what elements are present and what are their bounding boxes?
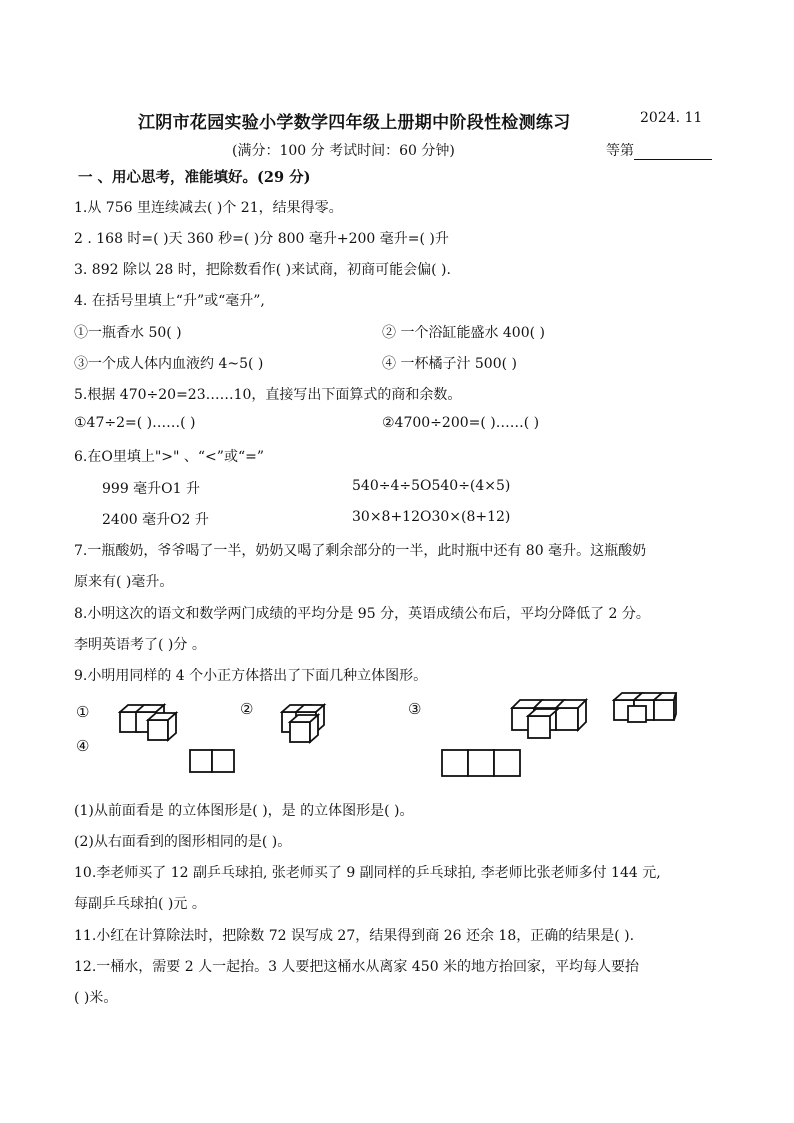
- exam-title: 江阴市花园实验小学数学四年级上册期中阶段性检测练习: [138, 113, 571, 133]
- question-4d: ④ 一杯橘子汁 500( ): [382, 356, 517, 372]
- question-6a: 999 毫升O1 升: [102, 481, 201, 497]
- figure-3-marker: ③: [408, 700, 422, 718]
- question-10-line1: 10.李老师买了 12 副乒乓球拍, 张老师买了 9 副同样的乒乓球拍, 李老师比张老师多付 144 元,: [74, 865, 661, 881]
- question-12-line1: 12.一桶水，需要 2 人一起抬。3 人要把这桶水从离家 450 米的地方抬回家，平均每人要抬: [74, 959, 640, 975]
- question-9-stem: 9.小明用同样的 4 个小正方体搭出了下面几种立体图形。: [74, 668, 428, 684]
- question-3: 3. 892 除以 28 时，把除数看作( )来试商，初商可能会偏( ).: [74, 262, 451, 278]
- question-7-line1: 7.一瓶酸奶，爷爷喝了一半，奶奶又喝了剩余部分的一半，此时瓶中还有 80 毫升。这瓶酸奶: [74, 543, 647, 559]
- question-4a: ①一瓶香水 50( ): [74, 325, 182, 341]
- section-heading: 一 、用心思考，准能填好。(29 分): [78, 169, 311, 186]
- cube-figure-2: [280, 702, 332, 746]
- grade-blank[interactable]: [634, 145, 712, 160]
- grade-field[interactable]: [606, 140, 712, 160]
- question-5b: ②4700÷200=( )……( ): [382, 415, 540, 431]
- question-4b: ② 一个浴缸能盛水 400( ): [382, 325, 545, 341]
- question-5-stem: 5.根据 470÷20=23……10，直接写出下面算式的商和余数。: [74, 387, 462, 403]
- front-view-two-squares: [188, 748, 238, 774]
- question-6-stem: 6.在O里填上">" 、“<”或“=”: [74, 449, 264, 465]
- exam-subtitle: (满分：100 分 考试时间：60 分钟): [232, 143, 455, 159]
- question-11: 11.小红在计算除法时，把除数 72 误写成 27，结果得到商 26 还余 18，正确的结果是( ).: [74, 928, 635, 944]
- question-9-sub1: (1)从前面看是 的立体图形是( )，是 的立体图形是( )。: [74, 803, 414, 819]
- question-2: 2 . 168 时=( )天 360 秒=( )分 800 毫升+200 毫升=( )升: [74, 231, 449, 247]
- question-8-line1: 8.小明这次的语文和数学两门成绩的平均分是 95 分，英语成绩公布后，平均分降低了 2 分。: [74, 606, 650, 622]
- question-10-line2: 每副乒乓球拍( )元 。: [74, 896, 206, 912]
- exam-date: 2024. 11: [640, 110, 703, 126]
- question-5a: ①47÷2=( )……( ): [74, 415, 196, 431]
- grade-label: 等第: [606, 143, 634, 159]
- question-7-line2: 原来有( )毫升。: [74, 574, 174, 590]
- question-1: 1.从 756 里连续减去( )个 21，结果得零。: [74, 200, 343, 216]
- question-4c: ③一个成人体内血液约 4~5( ): [74, 356, 264, 372]
- figure-1-marker: ①: [76, 703, 90, 721]
- cube-figure-4: [612, 690, 678, 724]
- question-9-sub2: (2)从右面看到的图形相同的是( )。: [74, 834, 292, 850]
- figure-2-marker: ②: [240, 700, 254, 718]
- question-6c: 2400 毫升O2 升: [102, 512, 209, 528]
- question-12-line2: ( )米。: [74, 990, 118, 1006]
- cube-figure-3: [510, 696, 588, 740]
- question-8-line2: 李明英语考了( )分 。: [74, 637, 206, 653]
- question-6b: 540÷4÷5O540÷(4×5): [352, 478, 511, 494]
- figure-4-marker: ④: [76, 737, 90, 755]
- question-6d: 30×8+12O30×(8+12): [352, 509, 511, 525]
- question-4-stem: 4. 在括号里填上“升”或“毫升”,: [74, 293, 265, 309]
- cube-figure-1: [118, 702, 188, 744]
- front-view-three-squares: [440, 748, 524, 778]
